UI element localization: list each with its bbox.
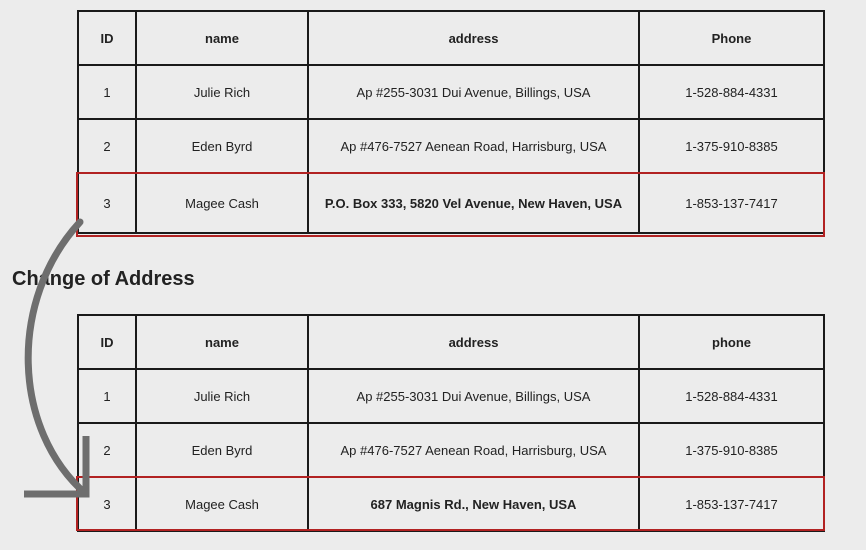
cell-name: Julie Rich — [136, 369, 308, 423]
cell-id: 1 — [78, 65, 136, 119]
cell-address-new: 687 Magnis Rd., New Haven, USA — [308, 477, 639, 531]
header-id: ID — [78, 11, 136, 65]
cell-phone: 1-853-137-7417 — [639, 173, 824, 233]
cell-name: Julie Rich — [136, 65, 308, 119]
cell-name: Eden Byrd — [136, 423, 308, 477]
cell-id: 2 — [78, 119, 136, 173]
cell-name: Magee Cash — [136, 477, 308, 531]
header-name: name — [136, 315, 308, 369]
cell-id: 2 — [78, 423, 136, 477]
cell-phone: 1-853-137-7417 — [639, 477, 824, 531]
cell-name: Magee Cash — [136, 173, 308, 233]
cell-id: 1 — [78, 369, 136, 423]
cell-name: Eden Byrd — [136, 119, 308, 173]
header-address: address — [308, 11, 639, 65]
header-phone: Phone — [639, 11, 824, 65]
cell-phone: 1-375-910-8385 — [639, 423, 824, 477]
cell-phone: 1-528-884-4331 — [639, 65, 824, 119]
cell-phone: 1-528-884-4331 — [639, 369, 824, 423]
cell-address-old: P.O. Box 333, 5820 Vel Avenue, New Haven, USA — [308, 173, 639, 233]
header-id: ID — [78, 315, 136, 369]
cell-id: 3 — [78, 173, 136, 233]
cell-address: Ap #255-3031 Dui Avenue, Billings, USA — [308, 65, 639, 119]
cell-id: 3 — [78, 477, 136, 531]
cell-address: Ap #255-3031 Dui Avenue, Billings, USA — [308, 369, 639, 423]
header-phone: phone — [639, 315, 824, 369]
cell-address: Ap #476-7527 Aenean Road, Harrisburg, USA — [308, 423, 639, 477]
section-title: Change of Address — [12, 268, 195, 290]
header-name: name — [136, 11, 308, 65]
cell-address: Ap #476-7527 Aenean Road, Harrisburg, USA — [308, 119, 639, 173]
cell-phone: 1-375-910-8385 — [639, 119, 824, 173]
header-address: address — [308, 315, 639, 369]
